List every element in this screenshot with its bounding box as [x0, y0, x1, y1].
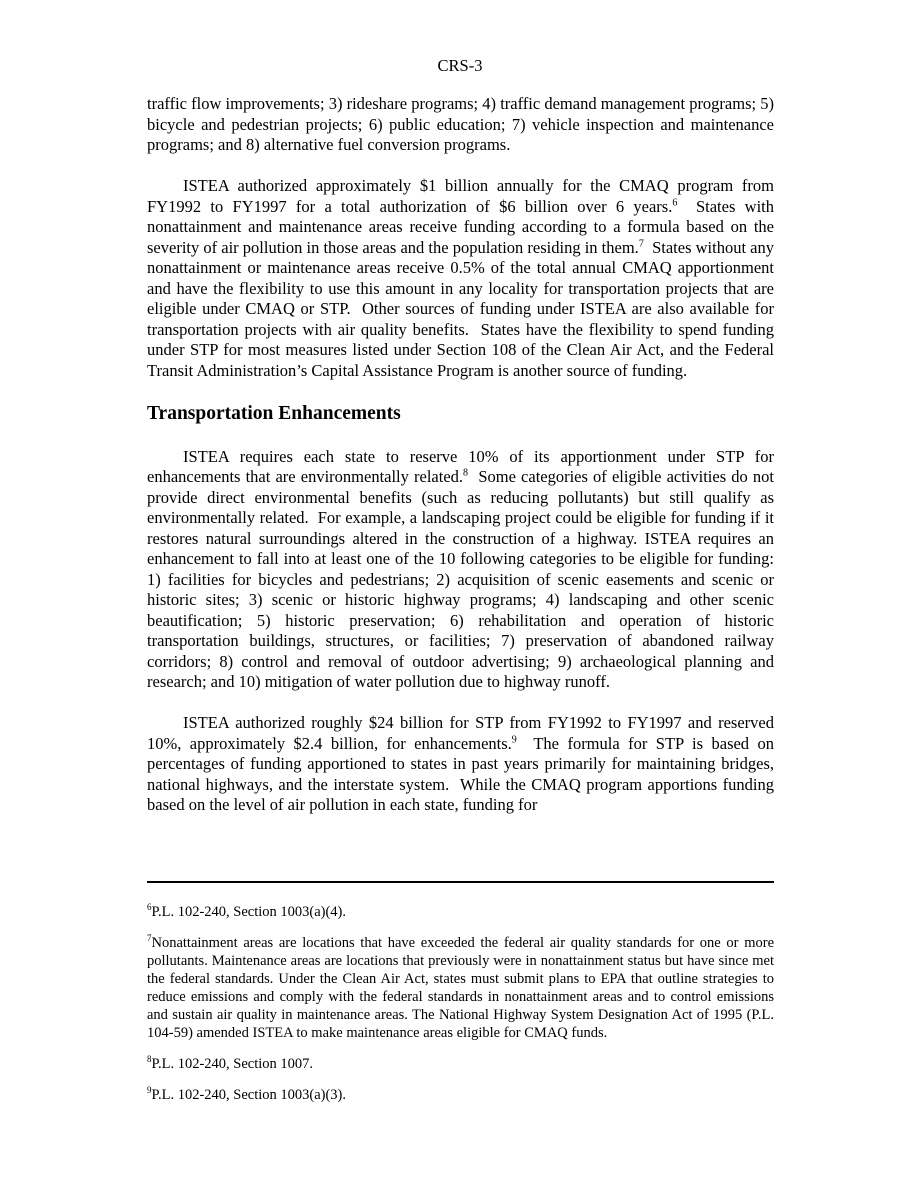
- text-run: ISTEA authorized approximately $1 billion annually for the CMAQ program from FY1992 to FY1997 for a total authorization of $6 billion over 6 years.: [147, 176, 774, 216]
- text-run: The formula for STP is based on percentages of funding apportioned to states in past years primarily for maintaining bridges, national highways, and the interstate system. While the CMAQ program apportions funding based on the level of air pollution in each state, funding for: [147, 733, 779, 814]
- paragraph-cmaq-funding: [147, 176, 779, 381]
- footnote-number: 9: [147, 1085, 152, 1096]
- paragraph-enhancements-requirement: [147, 446, 779, 693]
- footnote-ref-6[interactable]: 6: [672, 197, 678, 208]
- text-run: States with nonattainment and maintenance areas receive funding according to a formula based on the severity of air pollution in those areas and the population residing in them.: [147, 196, 779, 257]
- page-number-header: CRS-3: [437, 56, 483, 75]
- footnote-8: [147, 1055, 774, 1073]
- paragraph-cmaq-eligible-projects: traffic flow improvements; 3) rideshare programs; 4) traffic demand management programs; 5) bicycle and pedestrian projects; 6) public education; 7) vehicle inspection and maintenance programs; and 8) alternative fuel conversion programs.: [147, 94, 774, 154]
- footnote-ref-9[interactable]: 9: [511, 734, 517, 745]
- footnote-9: [147, 1086, 774, 1104]
- footnote-divider: [147, 881, 774, 883]
- footnote-7: [147, 934, 774, 1042]
- footnote-text: P.L. 102-240, Section 1007.: [151, 1056, 314, 1072]
- footnotes-section: [147, 903, 774, 1117]
- section-heading: Transportation Enhancements: [147, 402, 401, 424]
- main-text: [147, 94, 779, 816]
- footnote-text: P.L. 102-240, Section 1003(a)(4).: [151, 904, 347, 920]
- text-run: ISTEA authorized roughly $24 billion for STP from FY1992 to FY1997 and reserved 10%, approximately $2.4 billion, for enhancements.: [147, 713, 774, 753]
- text-run: States without any nonattainment or maintenance areas receive 0.5% of the total annual CMAQ apportionment and have the flexibility to use this amount in any locality for transportation projects that are eligible under CMAQ or STP. Other sources of funding under ISTEA are also available for transportation projects with air quality benefits. States have the flexibility to spend funding under STP for most measures listed under Section 108 of the Clean Air Act, and the Federal Transit Administration’s Capital Assistance Program is another source of funding.: [147, 237, 779, 380]
- paragraph-stp-authorization: [147, 713, 779, 816]
- footnote-6: [147, 903, 774, 921]
- footnote-ref-8[interactable]: 8: [463, 467, 469, 479]
- footnote-number: 8: [147, 1054, 152, 1065]
- footnote-text: P.L. 102-240, Section 1003(a)(3).: [151, 1087, 347, 1103]
- footnote-text: Nonattainment areas are locations that have exceeded the federal air quality standards for one or more pollutants. Maintenance areas are locations that previously were in nonattainment status but have since met the federal standards. Under the Clean Air Act, states must submit plans to EPA that outline strategies to reduce emissions and comply with the federal standards in nonattainment areas and to control emissions and sustain air quality in maintenance areas. The National Highway System Designation Act of 1995 (P.L. 104-59) amended ISTEA to make maintenance areas eligible for CMAQ funds.: [147, 935, 774, 1041]
- footnote-number: 7: [147, 933, 152, 944]
- footnote-ref-7[interactable]: 7: [638, 238, 644, 249]
- text-run: ISTEA requires each state to reserve 10% of its apportionment under STP for enhancements that are environmentally related.: [147, 446, 774, 486]
- text-run: Some categories of eligible activities do not provide direct environmental benefits (such as reducing pollutants) but still qualify as environmentally related. For example, a landscaping project could be eligible for funding if it restores natural surroundings altered in the construction of a highway. ISTEA requires an enhancement to fall into at least one of the 10 following categories to be eligible for funding: 1) facilities for bicycles and pedestrians; 2) acquisition of scenic easements and scenic or historic sites; 3) scenic or historic highway programs; 4) landscaping and other scenic beautification; 5) historic preservation; 6) rehabilitation and operation of historic transportation buildings, structures, or facilities; 7) preservation of abandoned railway corridors; 8) control and removal of outdoor advertising; 9) archaeological planning and research; and 10) mitigation of water pollution due to highway runoff.: [147, 467, 779, 691]
- footnote-number: 6: [147, 902, 152, 913]
